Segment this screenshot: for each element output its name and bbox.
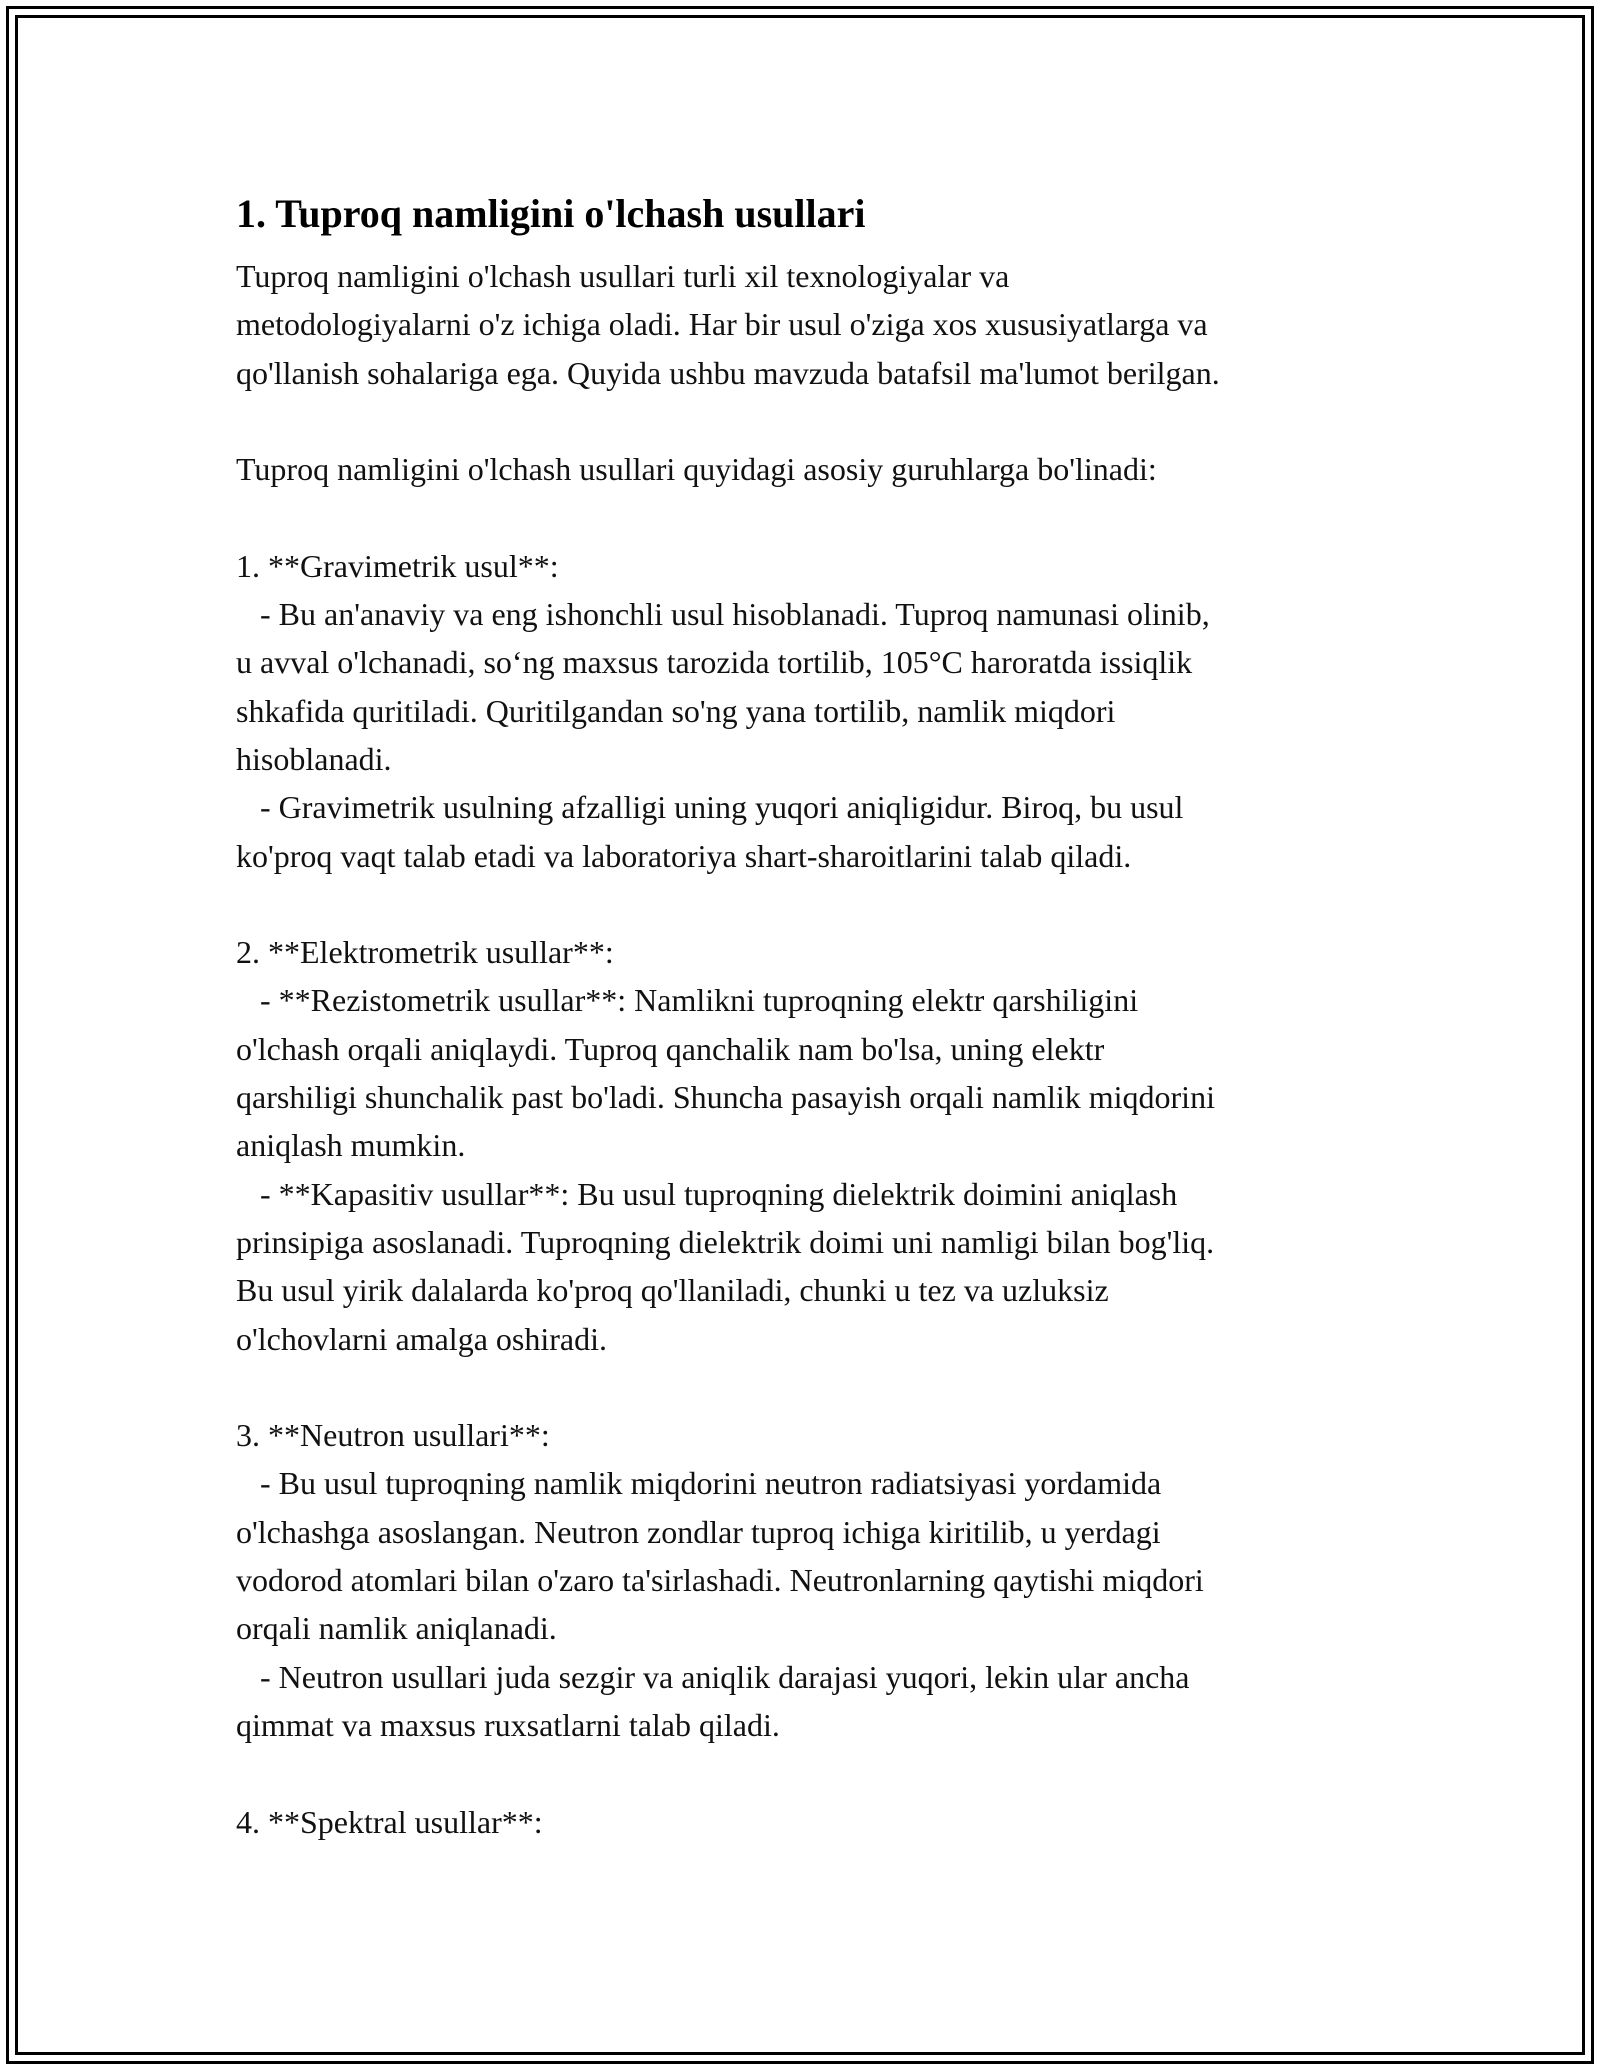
section-line: - **Rezistometrik usullar**: Namlikni tuproqning elektr qarshiligini <box>236 982 1139 1019</box>
section-line: o'lchovlarni amalga oshiradi. <box>236 1320 607 1357</box>
section-line: o'lchash orqali aniqlaydi. Tuproq qanchalik nam bo'lsa, uning elektr <box>236 1030 1105 1067</box>
document-title: 1. Tuproq namligini o'lchash usullari <box>236 191 866 236</box>
section-line: u avval o'lchanadi, so‘ng maxsus tarozida tortilib, 105°C haroratda issiqlik <box>236 644 1193 681</box>
intro-line: metodologiyalarni o'z ichiga oladi. Har bir usul o'ziga xos xususiyatlarga va <box>236 306 1208 343</box>
section-line: shkafida quritiladi. Quritilgandan so'ng yana tortilib, namlik miqdori <box>236 692 1116 729</box>
section-line: - Neutron usullari juda sezgir va aniqlik darajasi yuqori, lekin ular ancha <box>236 1658 1190 1695</box>
section-line: ko'proq vaqt talab etadi va laboratoriya shart-sharoitlarini talab qiladi. <box>236 837 1132 874</box>
section-line: prinsipiga asoslanadi. Tuproqning dielektrik doimi uni namligi bilan bog'liq. <box>236 1223 1215 1260</box>
section-line: vodorod atomlari bilan o'zaro ta'sirlashadi. Neutronlarning qaytishi miqdori <box>236 1562 1204 1599</box>
section-heading: 2. **Elektrometrik usullar**: <box>236 934 614 971</box>
section-neutron <box>236 1411 1386 1749</box>
section-line: hisoblanadi. <box>236 740 392 777</box>
intro-line: Tuproq namligini o'lchash usullari turli xil texnologiyalar va <box>236 258 1010 294</box>
intro-line: qo'llanish sohalariga ega. Quyida ushbu mavzuda batafsil ma'lumot berilgan. <box>236 354 1220 391</box>
document-body <box>236 190 1386 1894</box>
section-heading: 4. **Spektral usullar**: <box>236 1803 543 1840</box>
section-line: - Gravimetrik usulning afzalligi uning yuqori aniqligidur. Biroq, bu usul <box>236 789 1184 826</box>
section-line: aniqlash mumkin. <box>236 1127 466 1164</box>
section-line: orqali namlik aniqlanadi. <box>236 1610 557 1647</box>
section-line: qimmat va maxsus ruxsatlarni talab qiladi. <box>236 1706 780 1743</box>
section-line: Bu usul yirik dalalarda ko'proq qo'llaniladi, chunki u tez va uzluksiz <box>236 1272 1109 1309</box>
section-line: - **Kapasitiv usullar**: Bu usul tuproqning dielektrik doimini aniqlash <box>236 1175 1178 1212</box>
section-electrometric <box>236 928 1386 1363</box>
section-line: - Bu an'anaviy va eng ishonchli usul hisoblanadi. Tuproq namunasi olinib, <box>236 596 1210 633</box>
section-gravimetric <box>236 542 1386 880</box>
section-line: o'lchashga asoslangan. Neutron zondlar tuproq ichiga kiritilib, u yerdagi <box>236 1513 1161 1550</box>
groups-paragraph <box>236 445 1386 493</box>
section-heading: 1. **Gravimetrik usul**: <box>236 547 559 584</box>
section-line: - Bu usul tuproqning namlik miqdorini neutron radiatsiyasi yordamida <box>236 1465 1162 1502</box>
section-line: qarshiligi shunchalik past bo'ladi. Shuncha pasayish orqali namlik miqdorini <box>236 1079 1215 1116</box>
intro-paragraph <box>236 252 1386 397</box>
section-heading: 3. **Neutron usullari**: <box>236 1417 550 1454</box>
section-spectral <box>236 1798 1386 1846</box>
groups-line: Tuproq namligini o'lchash usullari quyidagi asosiy guruhlarga bo'linadi: <box>236 451 1157 488</box>
